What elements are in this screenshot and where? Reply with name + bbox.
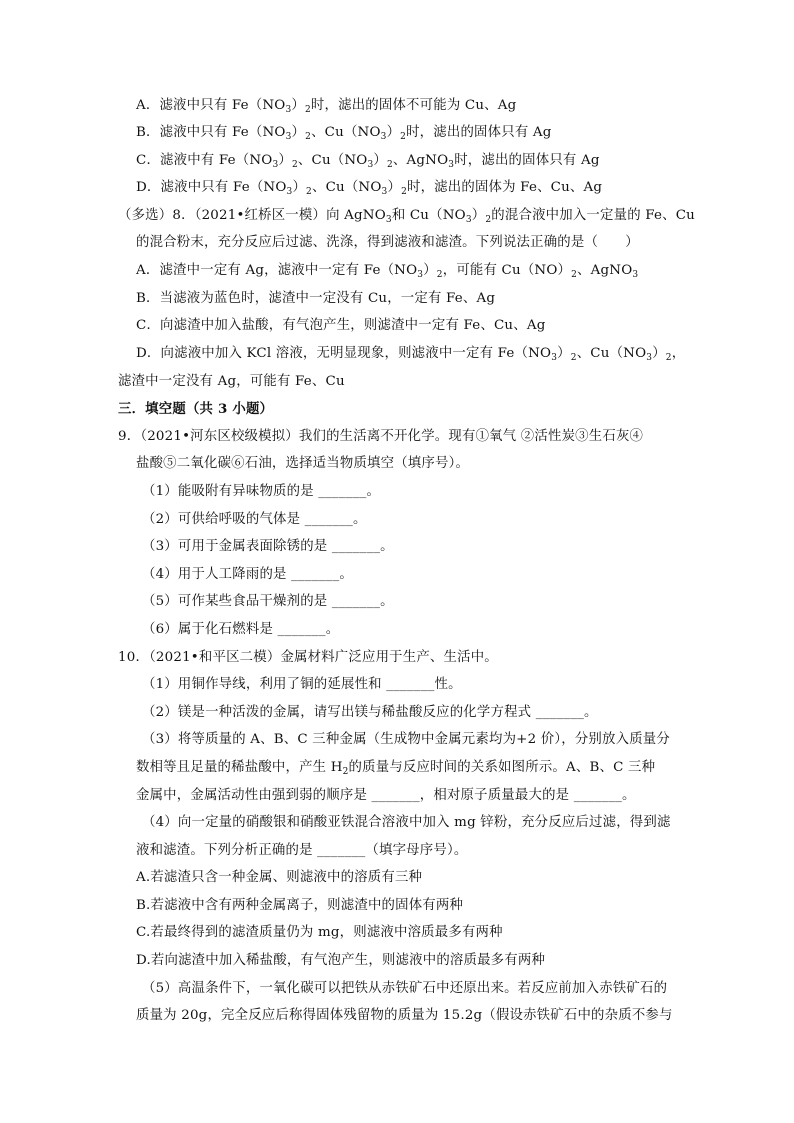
q9-stem-line2: 盐酸⑤二氧化碳⑥石油，选择适当物质填空（填序号）。 bbox=[136, 456, 470, 471]
q8-stem-line1: （多选）8．（2021•红桥区一模）向 AgNO$_3$和 $Cu(NO_3)_2$的混合液中加入一定量的 Fe、Cu bbox=[118, 208, 695, 225]
q9-item-3: （3）可用于金属表面除锈的是 _______。 bbox=[142, 539, 394, 554]
q7-option-c: C．滤液中有 $Fe(NO_3)_2$、$Cu(NO_3)_2$、AgNO$_3$时，滤出的固体只有 Ag bbox=[136, 153, 600, 170]
q8-option-c: C．向滤渣中加入盐酸，有气泡产生，则滤渣中一定有 Fe、Cu、Ag bbox=[136, 318, 546, 333]
q8-option-d-cont: 滤渣中一定没有 Ag，可能有 Fe、Cu bbox=[118, 374, 345, 389]
q10-part-4-option-c: C.若最终得到的滤渣质量仍为 mg，则滤液中溶质最多有两种 bbox=[136, 925, 503, 940]
q9-item-6: （6）属于化石燃料是 _______。 bbox=[142, 622, 340, 637]
q8-option-d: D．向滤液中加入 KCl 溶液，无明显现象，则滤液中一定有 $Fe(NO_3)_2$、$Cu(NO_3)_2$， bbox=[136, 346, 686, 363]
q9-item-4: （4）用于人工降雨的是 _______。 bbox=[142, 567, 353, 582]
q10-part-4-option-b: B.若滤液中含有两种金属离子，则滤渣中的固体有两种 bbox=[136, 898, 464, 913]
q10-part-3-line1: （3）将等质量的 A、B、C 三种金属（生成物中金属元素均为+2 价），分别放入质量分 bbox=[142, 732, 670, 747]
q10-part-4-option-d: D.若向滤渣中加入稀盐酸，有气泡产生，则滤液中的溶质最多有两种 bbox=[136, 953, 546, 968]
q8-option-a: A．滤渣中一定有 Ag，滤液中一定有 $Fe(NO_3)_2$，可能有 $Cu(NO)_2$、AgNO$_3$ bbox=[136, 263, 639, 280]
q8-stem-line2: 的混合粉末，充分反应后过滤、洗涤，得到滤液和滤渣。下列说法正确的是（ ） bbox=[136, 235, 639, 250]
q10-stem: 10．（2021•和平区二模）金属材料广泛应用于生产、生活中。 bbox=[118, 650, 498, 665]
q10-part-1: （1）用铜作导线，利用了铜的延展性和 _______性。 bbox=[142, 677, 462, 692]
q10-part-2: （2）镁是一种活泼的金属，请写出镁与稀盐酸反应的化学方程式 _______。 bbox=[142, 705, 598, 720]
q7-option-d: D．滤液中只有 $Fe(NO_3)_2$、$Cu(NO_3)_2$时，滤出的固体为 Fe、Cu、Ag bbox=[136, 180, 603, 197]
q10-part-4-line2: 液和滤渣。下列分析正确的是 _______（填字母序号）。 bbox=[136, 843, 468, 858]
q9-stem-line1: 9．（2021•河东区校级模拟）我们的生活离不开化学。现有①氧气 ②活性炭③生石灰④ bbox=[118, 429, 644, 444]
q9-item-1: （1）能吸附有异味物质的是 _______。 bbox=[142, 484, 381, 499]
section-title: 三．填空题（共 3 小题） bbox=[118, 401, 274, 417]
q10-part-5-line2: 质量为 20g，完全反应后称得固体残留物的质量为 15.2g（假设赤铁矿石中的杂质不参与 bbox=[136, 1008, 673, 1023]
q10-part-5-line1: （5）高温条件下，一氧化碳可以把铁从赤铁矿石中还原出来。若反应前加入赤铁矿石的 bbox=[142, 981, 668, 996]
q9-item-2: （2）可供给呼吸的气体是 _______。 bbox=[142, 512, 367, 527]
q10-part-4-line1: （4）向一定量的硝酸银和硝酸亚铁混合溶液中加入 mg 锌粉，充分反应后过滤，得到滤 bbox=[142, 815, 671, 830]
q7-option-a: A．滤液中只有 $Fe(NO_3)_2$时，滤出的固体不可能为 Cu、Ag bbox=[136, 98, 517, 115]
q10-part-4-option-a: A.若滤渣只含一种金属、则滤液中的溶质有三种 bbox=[136, 870, 423, 885]
q9-item-5: （5）可作某些食品干燥剂的是 _______。 bbox=[142, 594, 394, 609]
q10-part-3-line3: 金属中，金属活动性由强到弱的顺序是 _______，相对原子质量最大的是 _______。 bbox=[136, 788, 636, 803]
q10-part-3-line2: 数相等且足量的稀盐酸中，产生 $H_2$的质量与反应时间的关系如图所示。A、B、C 三种 bbox=[136, 760, 656, 777]
q8-option-b: B．当滤液为蓝色时，滤渣中一定没有 Cu，一定有 Fe、Ag bbox=[136, 291, 496, 306]
q7-option-b: B．滤液中只有 $Fe(NO_3)_2$、$Cu(NO_3)_2$时，滤出的固体只有 Ag bbox=[136, 125, 552, 142]
